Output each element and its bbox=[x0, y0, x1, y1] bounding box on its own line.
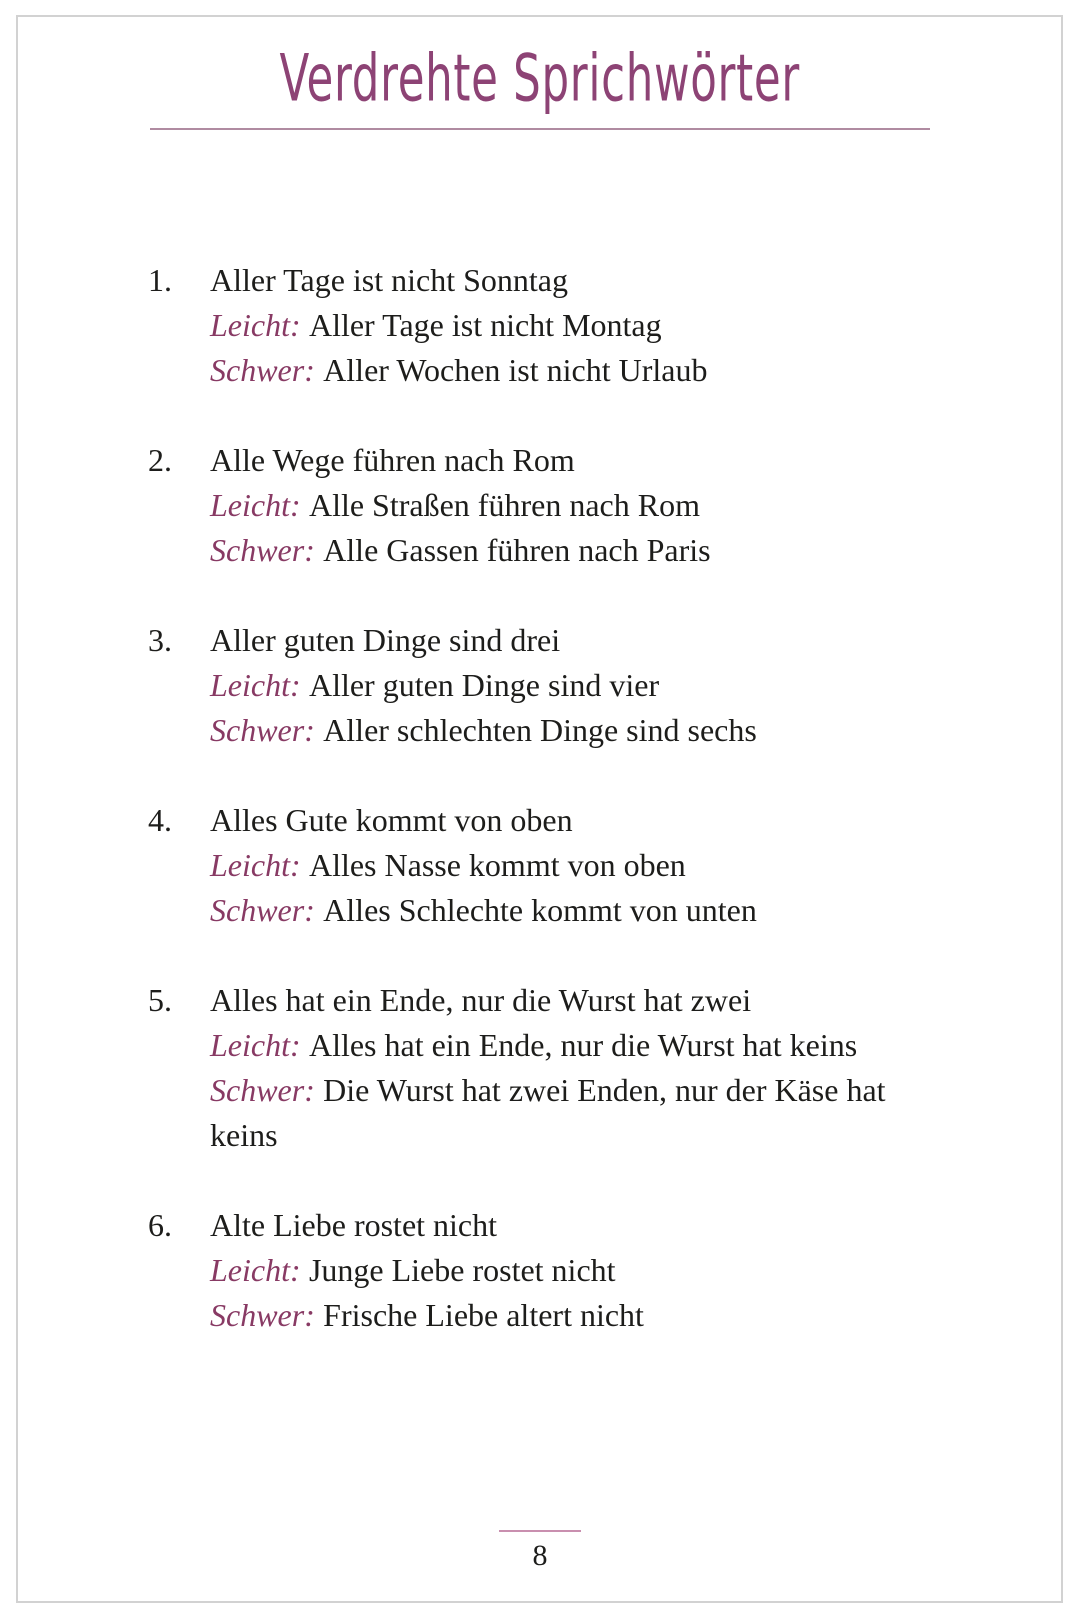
hard-text: Alle Gassen führen nach Paris bbox=[323, 532, 711, 569]
easy-text: Alles Nasse kommt von oben bbox=[308, 847, 686, 884]
proverb-lines bbox=[210, 798, 922, 933]
hard-label: Schwer: bbox=[210, 892, 315, 929]
easy-label: Leicht: bbox=[210, 1252, 301, 1289]
easy-label: Leicht: bbox=[210, 487, 301, 524]
hard-variant bbox=[210, 528, 922, 573]
item-number: 2. bbox=[148, 442, 172, 479]
hard-label: Schwer: bbox=[210, 1297, 315, 1334]
hard-variant bbox=[210, 708, 922, 753]
easy-variant bbox=[210, 303, 922, 348]
proverb-item bbox=[148, 978, 1080, 1158]
easy-label: Leicht: bbox=[210, 667, 301, 704]
easy-label: Leicht: bbox=[210, 307, 301, 344]
original-proverb bbox=[210, 798, 922, 843]
easy-variant bbox=[210, 1023, 922, 1068]
hard-variant bbox=[210, 888, 922, 933]
hard-variant bbox=[210, 1293, 922, 1338]
proverb-list bbox=[148, 258, 1080, 1338]
item-number: 1. bbox=[148, 262, 172, 299]
hard-text: Alles Schlechte kommt von unten bbox=[323, 892, 757, 929]
original-proverb bbox=[210, 438, 922, 483]
original-text: Alle Wege führen nach Rom bbox=[210, 442, 575, 479]
easy-label: Leicht: bbox=[210, 847, 301, 884]
hard-label: Schwer: bbox=[210, 352, 315, 389]
item-number: 4. bbox=[148, 802, 172, 839]
item-number: 3. bbox=[148, 622, 172, 659]
easy-variant bbox=[210, 843, 922, 888]
hard-text: Aller schlechten Dinge sind sechs bbox=[323, 712, 757, 749]
original-text: Aller Tage ist nicht Sonntag bbox=[210, 262, 568, 299]
easy-text: Junge Liebe rostet nicht bbox=[308, 1252, 616, 1289]
easy-variant bbox=[210, 1248, 922, 1293]
footer-divider bbox=[499, 1530, 581, 1532]
item-number: 6. bbox=[148, 1207, 172, 1244]
easy-text: Aller Tage ist nicht Montag bbox=[308, 307, 662, 344]
page-title: Verdrehte Sprichwörter bbox=[279, 41, 801, 117]
proverb-lines bbox=[210, 618, 922, 753]
hard-text: Die Wurst hat zwei Enden, nur der Käse hat keins bbox=[210, 1072, 886, 1154]
page-number: 8 bbox=[532, 1539, 548, 1572]
easy-text: Aller guten Dinge sind vier bbox=[308, 667, 660, 704]
proverb-lines bbox=[210, 978, 922, 1158]
easy-variant bbox=[210, 483, 922, 528]
original-proverb bbox=[210, 978, 922, 1023]
proverb-item bbox=[148, 1203, 1080, 1338]
easy-label: Leicht: bbox=[210, 1027, 301, 1064]
hard-label: Schwer: bbox=[210, 1072, 315, 1109]
hard-variant bbox=[210, 348, 922, 393]
original-text: Alles Gute kommt von oben bbox=[210, 802, 573, 839]
hard-label: Schwer: bbox=[210, 712, 315, 749]
original-text: Alte Liebe rostet nicht bbox=[210, 1207, 498, 1244]
page-footer bbox=[0, 1530, 1080, 1574]
original-text: Alles hat ein Ende, nur die Wurst hat zwei bbox=[210, 982, 752, 1019]
page-header bbox=[0, 0, 1080, 130]
hard-label: Schwer: bbox=[210, 532, 315, 569]
proverb-lines bbox=[210, 438, 922, 573]
proverb-item bbox=[148, 618, 1080, 753]
title-divider bbox=[150, 128, 930, 130]
easy-variant bbox=[210, 663, 922, 708]
original-proverb bbox=[210, 258, 922, 303]
proverb-lines bbox=[210, 258, 922, 393]
original-text: Aller guten Dinge sind drei bbox=[210, 622, 561, 659]
original-proverb bbox=[210, 1203, 922, 1248]
item-number: 5. bbox=[148, 982, 172, 1019]
proverb-item bbox=[148, 798, 1080, 933]
easy-text: Alle Straßen führen nach Rom bbox=[308, 487, 700, 524]
proverb-item bbox=[148, 258, 1080, 393]
easy-text: Alles hat ein Ende, nur die Wurst hat keins bbox=[308, 1027, 858, 1064]
hard-variant bbox=[210, 1068, 922, 1158]
proverb-lines bbox=[210, 1203, 922, 1338]
hard-text: Aller Wochen ist nicht Urlaub bbox=[323, 352, 708, 389]
hard-text: Frische Liebe altert nicht bbox=[323, 1297, 644, 1334]
original-proverb bbox=[210, 618, 922, 663]
proverb-item bbox=[148, 438, 1080, 573]
